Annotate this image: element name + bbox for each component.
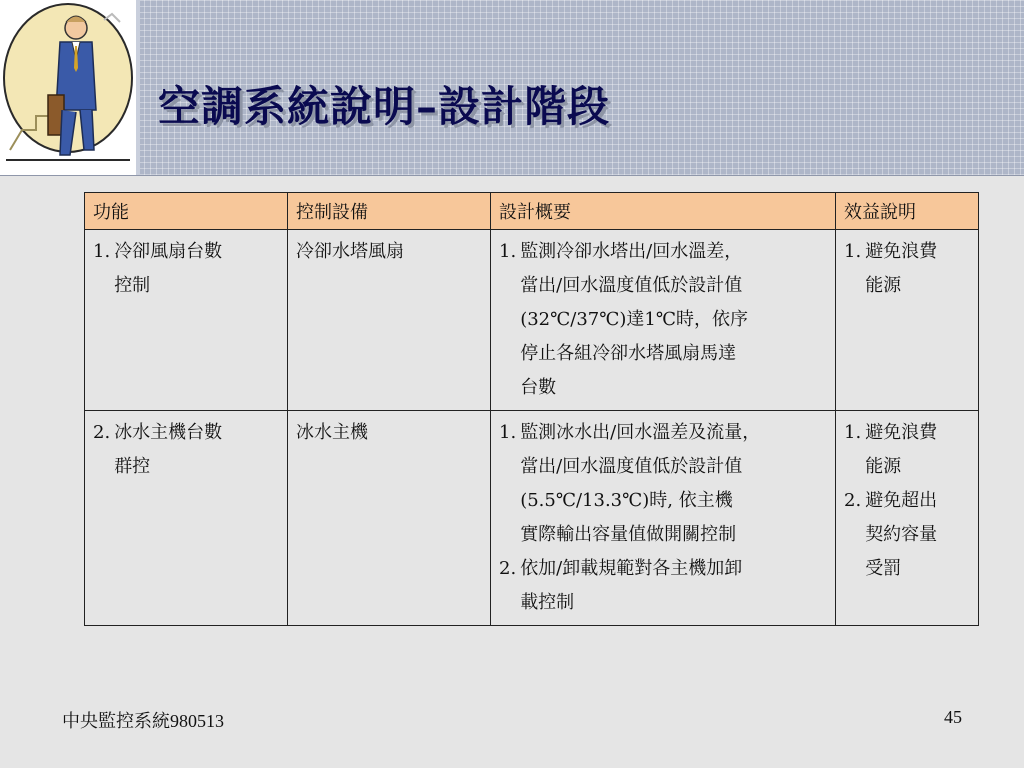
text-line: 停止各組冷卻水塔風扇馬達 — [520, 343, 737, 364]
text-line: 能源 — [865, 456, 902, 477]
list-item — [499, 235, 827, 405]
device-cell: 冷卻水塔風扇 — [288, 230, 491, 411]
text-line: 當出/回水溫度值低於設計值 — [520, 275, 743, 296]
text-line: 台數 — [520, 377, 557, 398]
header-benefit: 效益說明 — [836, 193, 979, 230]
text-line: 控制 — [114, 275, 151, 296]
businessman-on-stairs-icon — [0, 0, 136, 175]
list-item — [844, 235, 970, 303]
item-text — [114, 235, 279, 303]
item-text — [520, 235, 827, 405]
text-line: 實際輸出容量值做開關控制 — [520, 524, 737, 545]
item-text — [520, 552, 827, 620]
table-row — [85, 230, 979, 411]
benefit-cell — [836, 411, 979, 626]
item-text — [865, 416, 970, 484]
design-cell — [491, 230, 836, 411]
text-line: 能源 — [865, 275, 902, 296]
table-header-row — [85, 193, 979, 230]
text-line: 契約容量 — [865, 524, 938, 545]
benefit-cell — [836, 230, 979, 411]
item-number: 2. — [844, 490, 862, 511]
header-device: 控制設備 — [288, 193, 491, 230]
function-cell — [85, 411, 288, 626]
text-line: 監測冷卻水塔出/回水溫差， — [520, 241, 743, 262]
list-item — [844, 484, 970, 586]
text-line: (32℃/37℃)達1℃時，依序 — [520, 309, 748, 330]
text-line: 避免浪費 — [865, 241, 938, 262]
item-text — [520, 416, 827, 552]
text-line: 當出/回水溫度值低於設計值 — [520, 456, 743, 477]
item-number: 2. — [499, 558, 517, 579]
slide-title: 空調系統說明–設計階段 — [158, 82, 611, 131]
list-item — [844, 416, 970, 484]
text-line: 載控制 — [520, 592, 575, 613]
item-text — [865, 484, 970, 586]
text-line: 避免超出 — [865, 490, 938, 511]
footer-label: 中央監控系統980513 — [62, 711, 224, 731]
text-line: 依加/卸載規範對各主機加卸 — [520, 558, 743, 579]
text-line: 避免浪費 — [865, 422, 938, 443]
item-text — [114, 416, 279, 484]
item-number: 1. — [844, 241, 862, 262]
item-number: 1. — [844, 422, 862, 443]
text-line: 冷卻風扇台數 — [114, 241, 223, 262]
design-table — [84, 192, 979, 626]
text-line: 監測冰水出/回水溫差及流量， — [520, 422, 761, 443]
list-item — [499, 552, 827, 620]
list-item — [93, 416, 279, 484]
item-number: 2. — [93, 422, 111, 443]
page-number: 45 — [944, 707, 962, 727]
list-item — [499, 416, 827, 552]
text-line: 群控 — [114, 456, 151, 477]
item-number: 1. — [499, 241, 517, 262]
function-cell — [85, 230, 288, 411]
device-cell: 冰水主機 — [288, 411, 491, 626]
list-item — [93, 235, 279, 303]
text-line: (5.5℃/13.3℃)時, 依主機 — [520, 490, 733, 511]
table-row — [85, 411, 979, 626]
slide-header — [0, 0, 1024, 176]
header-design: 設計概要 — [491, 193, 836, 230]
header-function: 功能 — [85, 193, 288, 230]
item-number: 1. — [499, 422, 517, 443]
text-line: 冰水主機台數 — [114, 422, 223, 443]
header-divider — [136, 0, 140, 175]
text-line: 受罰 — [865, 558, 902, 579]
item-number: 1. — [93, 241, 111, 262]
design-cell — [491, 411, 836, 626]
item-text — [865, 235, 970, 303]
